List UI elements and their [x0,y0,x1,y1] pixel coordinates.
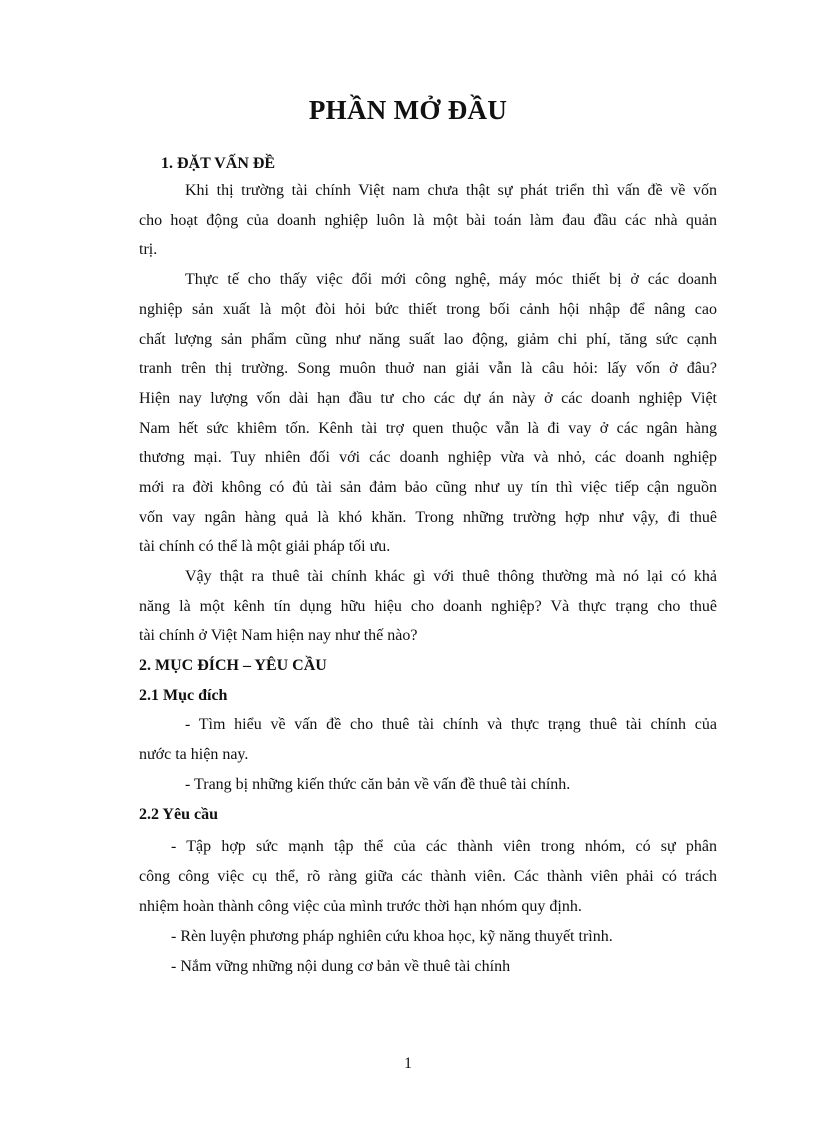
paragraph-line: chất lượng sản phẩm cũng như năng suất lao động, giảm chi phí, tăng sức cạnh [139,331,717,348]
paragraph-line: - Tập hợp sức mạnh tập thể của các thành viên trong nhóm, có sự phân [171,838,717,855]
paragraph-line: năng là một kênh tín dụng hữu hiệu cho doanh nghiệp? Và thực trạng cho thuê [139,598,717,615]
page-title: PHẦN MỞ ĐẦU [308,95,508,125]
paragraph-line: Hiện nay lượng vốn dài hạn đầu tư cho các dự án này ở các doanh nghiệp Việt [139,390,717,407]
paragraph-line: thương mại. Tuy nhiên đối với các doanh nghiệp vừa và nhỏ, các doanh nghiệp [139,449,717,466]
paragraph-line: tài chính có thể là một giải pháp tối ưu. [139,538,391,555]
section-heading: 1. ĐẶT VẤN ĐỀ [161,155,276,172]
paragraph-line: vốn vay ngân hàng quả là khó khăn. Trong những trường hợp như vậy, đi thuê [139,509,717,526]
section-heading: 2.2 Yêu cầu [139,806,218,823]
page-number: 1 [404,1055,412,1072]
paragraph-line: nghiệp sản xuất là một đòi hỏi bức thiết trong bối cảnh hội nhập để nâng cao [139,301,717,318]
section-heading: 2.1 Mục đích [139,687,228,704]
paragraph-line: tranh trên thị trường. Song muôn thuở nan giải vẫn là câu hỏi: lấy vốn ở đâu? [139,360,717,377]
paragraph-line: - Trang bị những kiến thức căn bản về vấn đề thuê tài chính. [185,776,571,793]
paragraph-line: Nam hết sức khiêm tốn. Kênh tài trợ quen thuộc vẫn là đi vay ở các ngân hàng [139,420,717,437]
paragraph-line: cho hoạt động của doanh nghiệp luôn là một bài toán làm đau đầu các nhà quản [139,212,717,229]
paragraph-line: Thực tế cho thấy việc đổi mới công nghệ, máy móc thiết bị ở các doanh [185,271,717,288]
section-heading: 2. MỤC ĐÍCH – YÊU CẦU [139,657,327,674]
paragraph-line: nhiệm hoàn thành công việc của mình trước thời hạn nhóm quy định. [139,898,582,915]
paragraph-line: mới ra đời không có đủ tài sản đảm bảo cũng như uy tín thì việc tiếp cận nguồn [139,479,717,496]
paragraph-line: - Tìm hiểu về vấn đề cho thuê tài chính và thực trạng thuê tài chính của [185,716,717,733]
paragraph-line: Khi thị trường tài chính Việt nam chưa thật sự phát triển thì vấn đề về vốn [185,182,717,199]
paragraph-line: công công việc cụ thể, rõ ràng giữa các thành viên. Các thành viên phải có trách [139,868,717,885]
paragraph-line: - Rèn luyện phương pháp nghiên cứu khoa học, kỹ năng thuyết trình. [171,928,613,945]
paragraph-line: nước ta hiện nay. [139,746,249,763]
paragraph-line: trị. [139,241,158,258]
paragraph-line: tài chính ở Việt Nam hiện nay như thế nào? [139,627,418,644]
paragraph-line: - Nắm vững những nội dung cơ bản về thuê tài chính [171,958,511,975]
paragraph-line: Vậy thật ra thuê tài chính khác gì với thuê thông thường mà nó lại có khả [185,568,717,585]
